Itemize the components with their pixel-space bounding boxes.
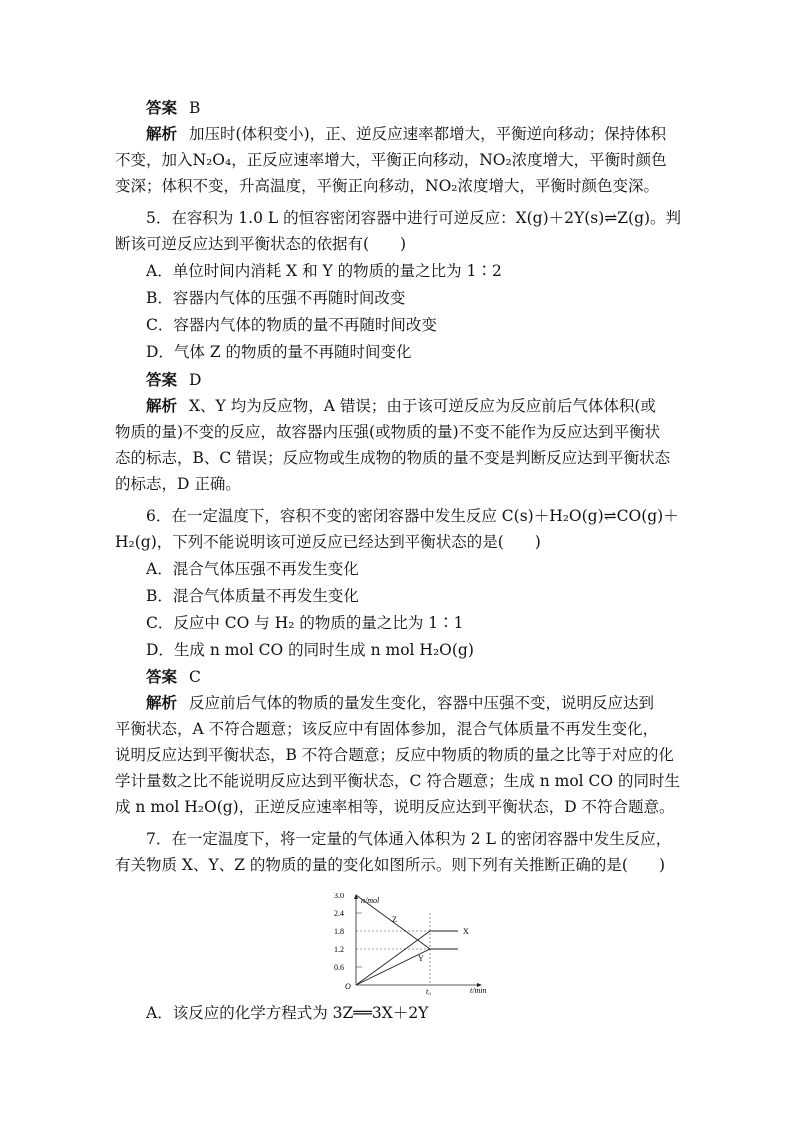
answer-line (146, 95, 694, 121)
option-b: B．混合气体质量不再发生变化 (146, 587, 359, 605)
answer-value: D (189, 371, 202, 389)
analysis-line (146, 121, 694, 147)
option-a: A．混合气体压强不再发生变化 (146, 560, 359, 578)
option-d: D．生成 n mol CO 的同时生成 n mol H₂O(g) (146, 641, 474, 659)
text-line: H₂(g)，下列不能说明该可逆反应已经达到平衡状态的是( ) (115, 533, 541, 551)
option-c: C．容器内气体的物质的量不再随时间改变 (146, 316, 437, 334)
t0-label: t₀ (426, 987, 432, 995)
question-6-stem: 6．在一定温度下，容积不变的密闭容器中发生反应 C(s)＋H₂O(g)⇌CO(g)＋ (146, 507, 679, 525)
question-5-stem: 5．在容积为 1.0 L 的恒容密闭容器中进行可逆反应：X(g)＋2Y(s)⇌Z(g)。判 (146, 209, 682, 227)
text-line: 物质的量)不变的反应，故容器内压强(或物质的量)不变不能作为反应达到平衡状 (115, 423, 661, 441)
y-tick-labels (334, 893, 344, 972)
origin-label: O (345, 982, 351, 991)
option-c: C．反应中 CO 与 H₂ 的物质的量之比为 1∶1 (146, 614, 464, 632)
answer-line (146, 367, 694, 393)
y-tick-label: 1.2 (334, 945, 344, 954)
answer-label: 答案 (146, 371, 178, 389)
answer-value: B (189, 99, 201, 117)
y-tick-label: 0.6 (334, 963, 344, 972)
amount-time-graph (330, 893, 498, 995)
series-x-line (356, 931, 458, 985)
y-tick-label: 2.4 (334, 909, 344, 918)
text-line: 平衡状态，A 不符合题意；该反应中有固体参加，混合气体质量不再发生变化， (115, 720, 659, 738)
text-line: 断该可逆反应达到平衡状态的依据有( ) (115, 235, 407, 253)
answer-label: 答案 (146, 99, 178, 117)
analysis-line (146, 393, 694, 419)
analysis-label: 解析 (146, 694, 178, 712)
series-y-line (356, 949, 458, 985)
analysis-line (146, 690, 694, 716)
option-a: A．该反应的化学方程式为 3Z══3X＋2Y (146, 1004, 429, 1022)
series-x-label: X (463, 927, 469, 936)
analysis-label: 解析 (146, 125, 178, 143)
option-d: D．气体 Z 的物质的量不再随时间变化 (146, 343, 412, 361)
y-axis-label: n/mol (361, 896, 380, 905)
x-axis-label: t/min (470, 986, 487, 995)
option-b: B．容器内气体的压强不再随时间改变 (146, 289, 406, 307)
analysis-text: X、Y 均为反应物，A 错误；由于该可逆反应为反应前后气体体积(或 (189, 397, 656, 415)
analysis-text: 反应前后气体的物质的量发生变化，容器中压强不变，说明反应达到 (189, 694, 655, 712)
series-z-label: Z (392, 915, 397, 924)
y-tick-label: 3.0 (334, 893, 344, 900)
question-7-stem: 7．在一定温度下，将一定量的气体通入体积为 2 L 的密闭容器中发生反应， (146, 830, 672, 848)
text-line: 成 n mol H₂O(g)，正逆反应速率相等，说明反应达到平衡状态，D 不符合题意。 (115, 798, 675, 816)
text-line: 变深；体积不变，升高温度，平衡正向移动，NO₂浓度增大，平衡时颜色变深。 (115, 177, 659, 195)
series-y-label: Y (418, 954, 424, 963)
text-line: 学计量数之比不能说明反应达到平衡状态，C 符合题意；生成 n mol CO 的同时生 (115, 772, 681, 790)
text-line: 态的标志，B、C 错误；反应物或生成物的物质的量不变是判断反应达到平衡状态 (115, 449, 671, 467)
y-tick-label: 1.8 (334, 927, 344, 936)
text-line: 有关物质 X、Y、Z 的物质的量的变化如图所示。则下列有关推断正确的是( ) (115, 856, 665, 874)
answer-value: C (189, 668, 201, 686)
text-line: 说明反应达到平衡状态，B 不符合题意；反应中物质的物质的量之比等于对应的化 (115, 746, 674, 764)
analysis-label: 解析 (146, 397, 178, 415)
text-line: 的标志，D 正确。 (115, 475, 241, 493)
answer-line (146, 664, 694, 690)
analysis-text: 加压时(体积变小)，正、逆反应速率都增大，平衡逆向移动；保持体积 (189, 125, 667, 143)
option-a: A．单位时间内消耗 X 和 Y 的物质的量之比为 1∶2 (146, 262, 502, 280)
answer-label: 答案 (146, 668, 178, 686)
text-line: 不变，加入N₂O₄，正反应速率增大，平衡正向移动，NO₂浓度增大，平衡时颜色 (115, 151, 667, 169)
